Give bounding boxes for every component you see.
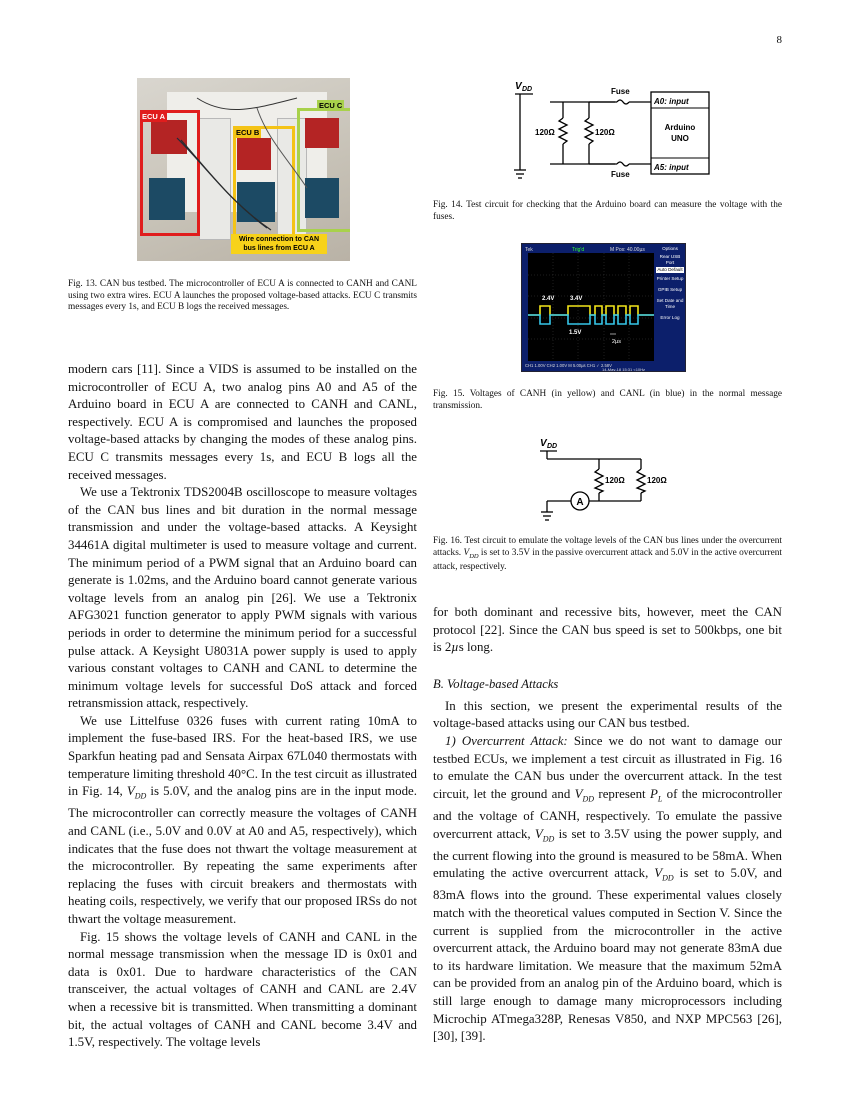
fig16-caption: Fig. 16. Test circuit to emulate the voltage levels of the CAN bus lines under the overcurrent attacks. $V_{DD}$ is set to 3.5V in the passive overcurrent attack and 5.0V in the active overcurrent attack, respectively. bbox=[433, 536, 782, 573]
scope-menu-auto-default: Auto Default bbox=[657, 267, 683, 273]
fig15-caption: Fig. 15. Voltages of CANH (in yellow) and CANL (in blue) in the normal message transmission. bbox=[433, 389, 782, 411]
ecu-c-label: ECU C bbox=[319, 101, 343, 110]
ecu-a-label: ECU A bbox=[142, 112, 166, 121]
scope-tek: Tek bbox=[525, 247, 533, 253]
fuse-top-label: Fuse bbox=[611, 87, 630, 96]
fig16-vdd: V bbox=[540, 438, 547, 449]
right-paragraph-1: for both dominant and recessive bits, however, meet the CAN protocol [22]. Since the CAN bus speed is set to 500kbps, one bit is 2µs long. bbox=[433, 605, 782, 655]
left-paragraph-1: modern cars [11]. Since a VIDS is assumed to be installed on the microcontroller of ECU A, two analog pins A0 and A5 of the Arduino board in ECU A are connected to CANH and CANL, respectively. ECU A is compromised and launches the proposed voltage-based attacks by changing the modes of these analog pins. ECU C transmits messages every 1s, and ECU B logs all the received messages. bbox=[68, 362, 417, 482]
scope-bottom-left: CH1 1.00V CH2 1.00V M 5.00µs CH1 ✓ 2.58V bbox=[525, 363, 612, 368]
fig14-caption: Fig. 14. Test circuit for checking that the Arduino board can measure the voltage with the fuses. bbox=[433, 200, 782, 222]
fig14-r1: 120Ω bbox=[535, 128, 555, 137]
scope-menu-gpib: GPIB Setup bbox=[657, 287, 683, 293]
scope-label-2-4v: 2.4V bbox=[542, 296, 555, 302]
uno-label: UNO bbox=[671, 134, 689, 143]
scope-menu-error-log: Error Log bbox=[660, 315, 680, 321]
wire-connection-label: Wire connection to CAN bus lines from ECU A bbox=[231, 234, 327, 254]
arduino-label: Arduino bbox=[664, 123, 696, 132]
scope-label-2us: 2µs bbox=[612, 339, 621, 345]
right-paragraph-3: 1) Overcurrent Attack: Since we do not want to damage our testbed ECUs, we implement a test circuit as illustrated in Fig. 16 to emulate the CAN bus under the overcurrent attack. In the test circuit, let the ground and $V_{DD}$ represent $P_L$ of the microcontroller and the voltage of CANH, respectively. To emulate the passive overcurrent attack, $V_{DD}$ is set to 3.5V using the power supply, and the current flowing into the ground is measured to be 58mA. When emulating the active overcurrent attack, $V_{DD}$ is set to 5.0V, and 83mA flows into the ground. These experimental values closely match with the theoretical values computed in Section V. Since the current is supplied from the microcontroller in the active overcurrent attack, the Arduino board may not generate 83mA due to its hardware limitation. We measure that the maximum 52mA can be provided from an analog pin of the Arduino board, which is still large enough to damage many microprocessors including Microchip ATmega328P, Renesas V850, and NXP MPC563 [26], [30], [39]. bbox=[433, 733, 782, 1044]
vdd-sub: DD bbox=[522, 86, 533, 93]
scope-trig: Trig'd bbox=[572, 247, 585, 253]
fig16-circuit bbox=[535, 435, 695, 525]
scope-label-1-5v: 1.5V bbox=[569, 330, 582, 336]
ammeter-label: A bbox=[576, 497, 584, 508]
fig15-oscilloscope-screen bbox=[521, 243, 686, 372]
wires-illustration bbox=[137, 78, 350, 261]
fig16-r2: 120Ω bbox=[647, 476, 667, 485]
fig16-vdd-sub: DD bbox=[547, 443, 558, 450]
scope-mpos: M Pos: 40.00µs bbox=[610, 247, 645, 253]
left-paragraph-2: We use a Tektronix TDS2004B oscilloscope to measure voltages of the CAN bus lines and bit duration in the normal message transmission and under the voltage-based attacks. A Keysight 34461A digital multimeter is used to measure voltage and current. The minimum period of a PWM signal that an Arduino board can generate is 1.02ms, and the Arduino board cannot generate various voltage levels from an analog pin [26]. We use a Tektronix AFG3021 function generator to apply PWM signals with various periods in order to determine the minimum period for a successful pulse attack. A Keysight U8031A power supply is used to apply various constant voltages to CANH and CANL to determine the minimum voltage levels for successful DoS attack and forced retransmission attack, respectively. bbox=[68, 485, 417, 711]
a0-label: A0: input bbox=[654, 97, 689, 106]
page-number: 8 bbox=[776, 34, 782, 46]
left-paragraph-4: Fig. 15 shows the voltage levels of CANH and CANL in the normal message transmission when the message ID is 0x01 and data is 0x01. Due to hardware characteristics of the CAN transceiver, the actual voltages of CANH and CANL are 2.4V when a recessive bit is transmitted. When transmitting a dominant bit, the actual voltages of CANH and CANL become 3.4V and 1.5V, respectively. The voltage levels bbox=[68, 929, 417, 1050]
ecu-b-label: ECU B bbox=[236, 128, 260, 137]
scope-bottom-date: 14-May-18 15:31 <10Hz bbox=[602, 367, 646, 371]
a5-label: A5: input bbox=[654, 163, 689, 172]
left-paragraph-3: We use Littelfuse 0326 fuses with current rating 10mA to implement the fuse-based IRS. For the heat-based IRS, we use Sparkfun heating pad and Sensata Airpax 67L040 thermostats with temperature limiting threshold 40°C. In the test circuit as illustrated in Fig. 14, $V_{DD}$ is 5.0V, and the analog pins are in the input mode. The microcontroller can correctly measure the voltages of CANH and CANL (i.e., 5.0V and 0.0V at A0 and A5, respectively), which indicates that the fuse does not thwart the voltage measurement at the microcontroller. By repeating the same experiments after replacing the fuses with circuit breakers and thermostats with heating coils, respectively, we verify that our proposed IRSs do not thwart the voltage measurement. bbox=[68, 713, 417, 926]
fig14-r2: 120Ω bbox=[595, 128, 615, 137]
fig13-caption: Fig. 13. CAN bus testbed. The microcontroller of ECU A is connected to CANH and CANL using two extra wires. ECU A launches the proposed voltage-based attacks. ECU C transmits messages every 1s, and ECU B logs the received messages. bbox=[68, 279, 417, 313]
scope-menu-rear-usb: Rear USB Port bbox=[659, 254, 681, 265]
fig16-r1: 120Ω bbox=[605, 476, 625, 485]
scope-label-3-4v: 3.4V bbox=[570, 296, 583, 302]
scope-menu-date: Set Date and Time bbox=[656, 298, 684, 309]
fig14-circuit bbox=[505, 78, 725, 190]
section-heading-voltage-attacks: B. Voltage-based Attacks bbox=[433, 676, 559, 691]
fuse-bottom-label: Fuse bbox=[611, 170, 630, 179]
scope-menu-options: Options bbox=[662, 246, 678, 251]
vdd-label: V bbox=[515, 81, 522, 92]
fig13-testbed-photo bbox=[137, 78, 350, 261]
right-paragraph-2: In this section, we present the experimental results of the voltage-based attacks using our CAN bus testbed. bbox=[433, 698, 782, 731]
scope-menu-printer: Printer Setup bbox=[656, 275, 684, 281]
